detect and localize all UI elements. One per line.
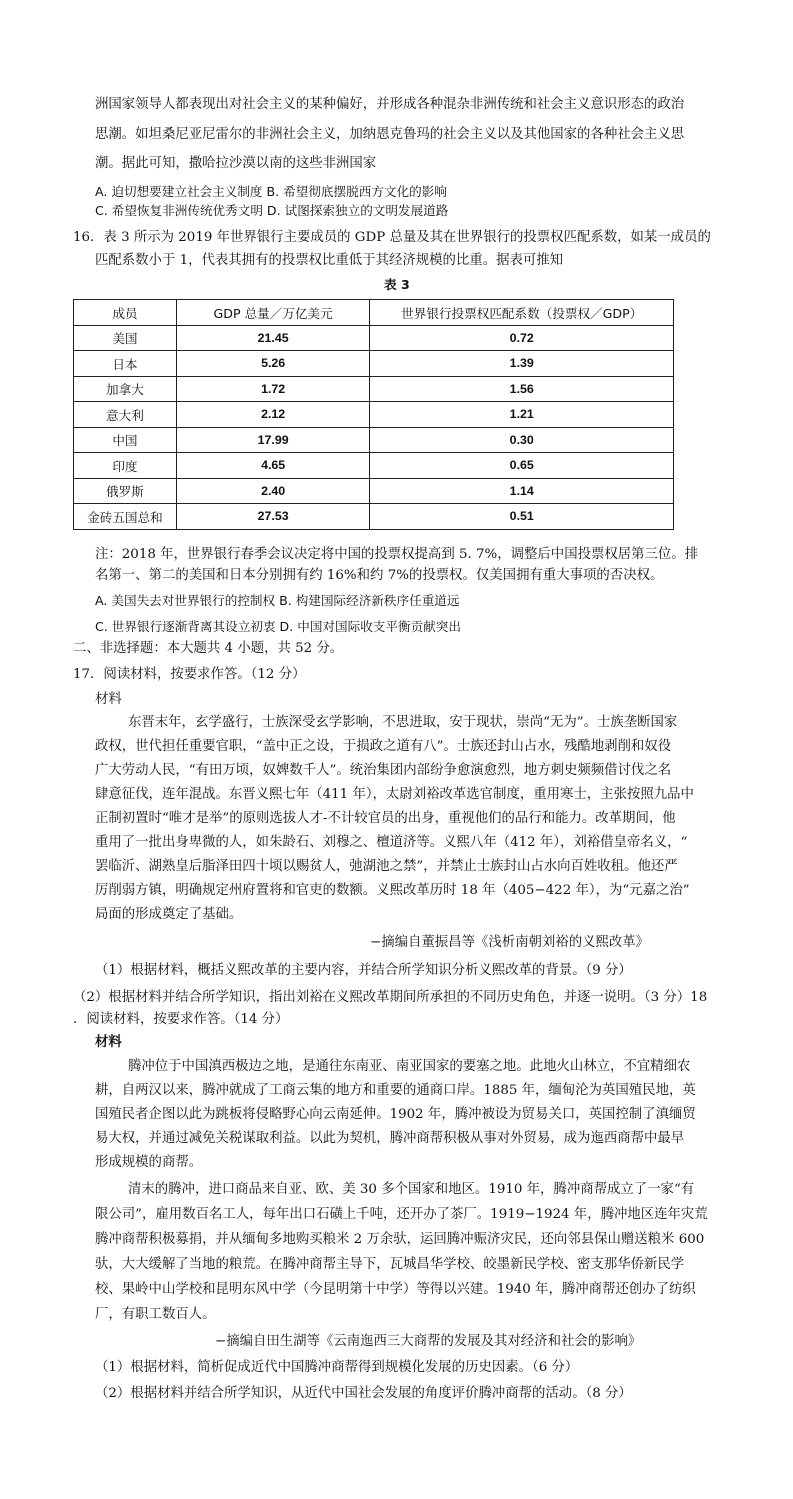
q18-material-label: 材料 (95, 1034, 122, 1050)
gdp-cell: 21.45 (176, 325, 370, 351)
q18-p1-line-3: 国殖民者企图以此为跳板将侵略野心向云南延伸。1902 年，腾冲被设为贸易关口，英国控制了滇缅贸 (95, 1107, 696, 1122)
q17-para-line-8: 厉削弱方镇，明确规定州府置将和官吏的数额。义熙改革历时 18 年（405−422 年），为“元嘉之治” (95, 883, 690, 898)
q17-source: −摘编自董振昌等《浅析南朝刘裕的义熙改革》 (370, 935, 650, 950)
table-row (74, 402, 674, 428)
gdp-cell: 1.72 (176, 376, 370, 402)
q18-p2-line-6: 厂，有职工数百人。 (95, 1307, 216, 1322)
coefficient-cell: 1.39 (370, 351, 674, 377)
header-member: 成员 (74, 300, 177, 326)
q18-p2-line-3: 腾冲商帮积极募捐，并从缅甸多地购买粮米 2 万余驮，运回腾冲赈济灾民，还向邻县保山赠送粮米 600 (95, 1232, 705, 1247)
q16-stem-line-1: 16．表 3 所示为 2019 年世界银行主要成员的 GDP 总量及其在世界银行的投票权匹配系数，如某一成员的 (73, 230, 711, 245)
coefficient-cell: 0.51 (370, 504, 674, 530)
gdp-cell: 5.26 (176, 351, 370, 377)
q15-text-line-1: 洲国家领导人都表现出对社会主义的某种偏好，并形成各种混杂非洲传统和社会主义意识形态的政治 (95, 97, 685, 112)
q16-stem-line-2: 匹配系数小于 1，代表其拥有的投票权比重低于其经济规模的比重。据表可推知 (95, 253, 564, 268)
q17-material-label: 材料 (95, 692, 122, 707)
q15-options-ab: A. 迫切想要建立社会主义制度 B. 希望彻底摆脱西方文化的影响 (95, 184, 447, 199)
q17-para-line-6: 重用了一批出身卑微的人，如朱龄石、刘穆之、檀道济等。义熙八年（412 年），刘裕借皇帝名义，“ (95, 835, 688, 850)
gdp-cell: 17.99 (176, 427, 370, 453)
q18-p2-line-4: 驮，大大缓解了当地的粮荒。在腾冲商帮主导下，瓦城昌华学校、皎墨新民学校、密支那华侨新民学 (95, 1257, 685, 1272)
gdp-cell: 4.65 (176, 453, 370, 479)
q18-p1-line-1: 腾冲位于中国滇西极边之地，是通往东南亚、南亚国家的要塞之地。此地火山林立，不宜精细农 (128, 1059, 691, 1074)
coefficient-cell: 1.21 (370, 402, 674, 428)
q15-text-line-2: 思潮。如坦桑尼亚尼雷尔的非洲社会主义，加纳恩克鲁玛的社会主义以及其他国家的各种社会主义思 (95, 127, 685, 142)
q17-para-line-4: 肆意征伐，连年混战。东晋义熙七年（411 年），太尉刘裕改革选官制度，重用寒士，主张按照九品中 (95, 787, 694, 802)
q18-p1-line-2: 耕，自两汉以来，腾冲就成了工商云集的地方和重要的通商口岸。1885 年，缅甸沦为英国殖民地，英 (95, 1083, 696, 1098)
member-cell: 美国 (74, 325, 177, 351)
member-cell: 日本 (74, 351, 177, 377)
table-row (74, 478, 674, 504)
table-header-row (74, 300, 674, 326)
q15-options-cd: C. 希望恢复非洲传统优秀文明 D. 试图探索独立的文明发展道路 (95, 203, 449, 218)
header-gdp: GDP 总量／万亿美元 (176, 300, 370, 326)
table-row (74, 376, 674, 402)
table-row (74, 427, 674, 453)
table-row (74, 453, 674, 479)
q17-stem: 17．阅读材料，按要求作答。（12 分） (73, 667, 306, 682)
q18-p2-line-2: 限公司”，雇用数百名工人，每年出口石磺上千吨，还开办了茶厂。1919−1924 年，腾冲地区连年灾荒 (95, 1207, 708, 1222)
gdp-cell: 2.40 (176, 478, 370, 504)
coefficient-cell: 0.65 (370, 453, 674, 479)
q18-sub-question-2: （2）根据材料并结合所学知识，从近代中国社会发展的角度评价腾冲商帮的活动。（8 分） (95, 1386, 632, 1401)
member-cell: 俄罗斯 (74, 478, 177, 504)
q16-note-line-1: 注：2018 年，世界银行春季会议决定将中国的投票权提高到 5. 7%，调整后中国投票权居第三位。排 (95, 547, 699, 562)
member-cell: 印度 (74, 453, 177, 479)
q18-sub-question-1: （1）根据材料，简析促成近代中国腾冲商帮得到规模化发展的历史因素。（6 分） (95, 1360, 579, 1375)
q17-sub-question-1: （1）根据材料，概括义熙改革的主要内容，并结合所学知识分析义熙改革的背景。（9 分） (95, 963, 632, 978)
q17-para-line-9: 局面的形成奠定了基础。 (95, 907, 243, 922)
gdp-cell: 27.53 (176, 504, 370, 530)
table-row (74, 504, 674, 530)
q18-source: −摘编自田生湖等《云南迤西三大商帮的发展及其对经济和社会的影响》 (215, 1334, 642, 1349)
q16-note-line-2: 名第一、第二的美国和日本分别拥有约 16%和约 7%的投票权。仅美国拥有重大事项的否决权。 (95, 568, 664, 583)
q17-para-line-2: 政权，世代担任重要官职，“盖中正之设，于损政之道有八”。士族还封山占水，残酷地剥削和奴役 (95, 739, 672, 754)
table-row (74, 325, 674, 351)
q18-p2-line-1: 清末的腾冲，进口商品来自亚、欧、美 30 多个国家和地区。1910 年，腾冲商帮成立了一家“有 (128, 1182, 695, 1197)
q18-p2-line-5: 校、果岭中山学校和昆明东风中学（今昆明第十中学）等得以兴建。1940 年，腾冲商帮还创办了纺织 (95, 1282, 696, 1297)
section-heading: 二、非选择题：本大题共 4 小题，共 52 分。 (73, 641, 344, 656)
q17-sub-question-2: （2）根据材料并结合所学知识，指出刘裕在义熙改革期间所承担的不同历史角色，并逐一说明。（3 分）18 (73, 990, 708, 1005)
table-row (74, 351, 674, 377)
q18-stem: ．阅读材料，按要求作答。（14 分） (73, 1012, 289, 1027)
gdp-vote-table (73, 299, 674, 530)
header-coefficient: 世界银行投票权匹配系数（投票权／GDP） (370, 300, 674, 326)
q17-para-line-7: 罢临沂、湖熟皇后脂泽田四十顷以赐贫人，弛湖池之禁”，并禁止士族封山占水向百姓收租。他还严 (95, 859, 678, 874)
coefficient-cell: 1.14 (370, 478, 674, 504)
member-cell: 加拿大 (74, 376, 177, 402)
q16-options-cd: C. 世界银行逐渐背离其设立初衷 D. 中国对国际收支平衡贡献突出 (95, 619, 461, 634)
coefficient-cell: 0.30 (370, 427, 674, 453)
member-cell: 中国 (74, 427, 177, 453)
member-cell: 意大利 (74, 402, 177, 428)
q16-options-ab: A. 美国失去对世界银行的控制权 B. 构建国际经济新秩序任重道远 (95, 593, 460, 608)
coefficient-cell: 0.72 (370, 325, 674, 351)
table-title: 表 3 (384, 277, 410, 292)
member-cell: 金砖五国总和 (74, 504, 177, 530)
q17-para-line-3: 广大劳动人民，“有田万顷，奴婢数千人”。统治集团内部纷争愈演愈烈，地方刺史频频借讨伐之名 (95, 763, 672, 778)
q18-p1-line-4: 易大权，并通过减免关税谋取利益。以此为契机，腾冲商帮积极从事对外贸易，成为迤西商帮中最早 (95, 1131, 685, 1146)
q18-p1-line-5: 形成规模的商帮。 (95, 1155, 203, 1170)
q17-para-line-1: 东晋末年，玄学盛行，士族深受玄学影响，不思进取，安于现状，崇尚“无为”。士族垄断国家 (128, 715, 678, 730)
coefficient-cell: 1.56 (370, 376, 674, 402)
q17-para-line-5: 正制初置时“唯才是举”的原则选拔人才-不计较官员的出身，重视他们的品行和能力。改革期间，他 (95, 811, 676, 826)
q15-text-line-3: 潮。据此可知，撒哈拉沙漠以南的这些非洲国家 (95, 156, 377, 171)
gdp-cell: 2.12 (176, 402, 370, 428)
